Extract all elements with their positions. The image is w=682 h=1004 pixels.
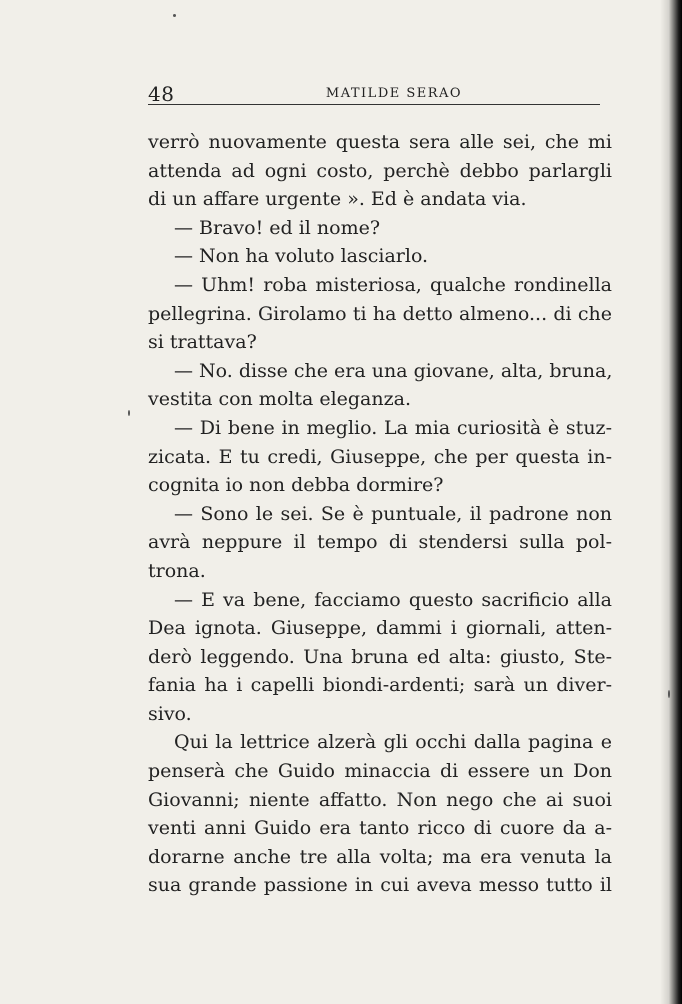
paper-speck [173, 14, 176, 17]
body-text [148, 128, 612, 900]
text-line: sivo. [148, 702, 192, 725]
text-line: zicata. E tu credi, Giuseppe, che per questa in- [148, 445, 612, 468]
text-line: fania ha i capelli biondi-ardenti; sarà un diver- [148, 674, 612, 697]
text-line: avrà neppure il tempo di stendersi sulla pol- [148, 531, 612, 554]
text-line: di un affare urgente ». Ed è andata via. [148, 188, 527, 211]
text-line: sua grande passione in cui aveva messo tutto il [148, 874, 612, 897]
text-line: — Non ha voluto lasciarlo. [174, 245, 429, 268]
page-header [148, 78, 600, 105]
text-line: venti anni Guido era tanto ricco di cuore da a- [148, 817, 612, 840]
text-line: penserà che Guido minaccia di essere un Don [148, 760, 612, 783]
text-line: Giovanni; niente affatto. Non nego che ai suoi [148, 788, 612, 811]
page-edge-shadow [660, 0, 682, 1004]
paper-speck [668, 690, 670, 698]
text-line: vestita con molta eleganza. [148, 388, 412, 411]
running-head: MATILDE SERAO [325, 86, 463, 101]
text-line: trona. [148, 559, 206, 582]
paper-speck [128, 410, 130, 416]
text-line: — No. disse che era una giovane, alta, bruna, [174, 359, 613, 382]
text-line: Qui la lettrice alzerà gli occhi dalla pagina e [174, 731, 612, 754]
text-line: — Di bene in meglio. La mia curiosità è stuz- [174, 416, 612, 439]
text-line: — Sono le sei. Se è puntuale, il padrone non [174, 502, 612, 525]
text-line: si trattava? [148, 331, 257, 354]
text-line: derò leggendo. Una bruna ed alta: giusto, Ste- [148, 645, 612, 668]
text-line: — E va bene, facciamo questo sacrificio alla [174, 588, 612, 611]
text-line: attenda ad ogni costo, perchè debbo parlargli [148, 159, 612, 182]
text-line: verrò nuovamente questa sera alle sei, che mi [148, 131, 612, 153]
text-line: — Uhm! roba misteriosa, qualche rondinella [174, 273, 612, 296]
text-line: Dea ignota. Giuseppe, dammi i giornali, atten- [148, 617, 612, 640]
text-line: dorarne anche tre alla volta; ma era venuta la [148, 845, 612, 868]
page-number: 48 [148, 82, 175, 106]
text-line: pellegrina. Girolamo ti ha detto almeno... di che [148, 302, 612, 325]
text-line: — Bravo! ed il nome? [174, 216, 381, 239]
text-line: cognita io non debba dormire? [148, 474, 444, 497]
